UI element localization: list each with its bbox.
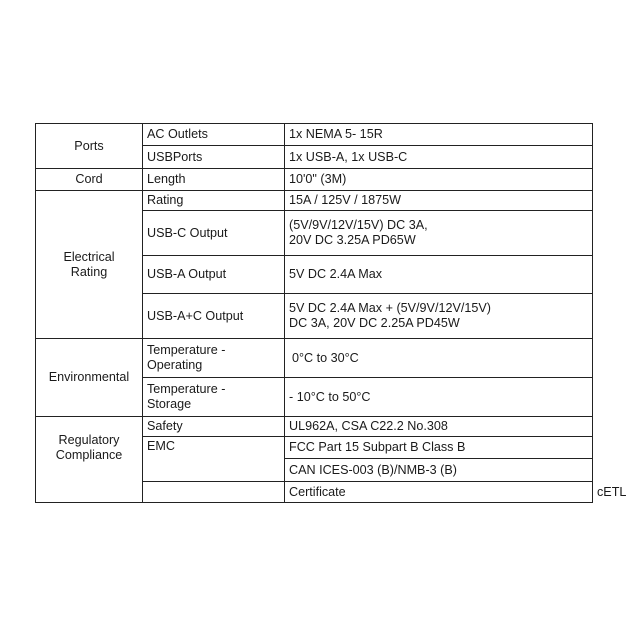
- param-emc: EMC: [143, 437, 285, 482]
- value-line1: (5V/9V/12V/15V) DC 3A,: [289, 218, 428, 232]
- category-label: Ports: [74, 138, 104, 153]
- category-empty: [143, 482, 285, 503]
- category-cord: Cord: [36, 169, 143, 191]
- value-usb-ports: 1x USB-A, 1x USB-C: [285, 146, 593, 169]
- param-safety: Safety: [143, 417, 285, 437]
- param-certificate: Certificate: [285, 482, 593, 503]
- param-usba-output: USB-A Output: [143, 256, 285, 294]
- value-line2: CAN ICES-003 (B)/NMB-3 (B): [289, 463, 457, 477]
- table-row: Certificate cETL: [36, 482, 593, 503]
- table-row: [36, 339, 593, 378]
- category-label-line2: Rating: [70, 264, 108, 279]
- value-safety: UL962A, CSA C22.2 No.308: [285, 417, 593, 437]
- param-temp-operating: [143, 339, 285, 378]
- param-usb-ports: USBPorts: [143, 146, 285, 169]
- value-rating: 15A / 125V / 1875W: [285, 191, 593, 211]
- param-line1: Temperature -: [147, 382, 226, 396]
- value-line1: FCC Part 15 Subpart B Class B: [285, 437, 592, 459]
- table-row: [36, 124, 593, 146]
- table-row: [36, 191, 593, 211]
- value-usbc-output: [285, 211, 593, 256]
- category-electrical-rating: [36, 191, 143, 339]
- category-ports: [36, 124, 143, 169]
- param-rating: Rating: [143, 191, 285, 211]
- param-usbc-output: USB-C Output: [143, 211, 285, 256]
- value-temp-storage: - 10°C to 50°C: [285, 378, 593, 417]
- param-ac-outlets: AC Outlets: [143, 124, 285, 146]
- value-emc: [285, 437, 593, 482]
- value-line2: 20V DC 3.25A PD65W: [289, 233, 416, 247]
- value-temp-operating: 0°C to 30°C: [285, 339, 593, 378]
- spec-table: [35, 123, 626, 503]
- value-ac-outlets: 1x NEMA 5- 15R: [285, 124, 593, 146]
- value-usbac-output: [285, 294, 593, 339]
- value-line1: 5V DC 2.4A Max + (5V/9V/12V/15V): [289, 301, 491, 315]
- param-line1: Temperature -: [147, 343, 226, 357]
- category-environmental: Environmental: [36, 339, 143, 417]
- value-line2: DC 3A, 20V DC 2.25A PD45W: [289, 316, 460, 330]
- value-length: 10'0" (3M): [285, 169, 593, 191]
- param-line2: Operating: [147, 358, 203, 372]
- table-row: [36, 169, 593, 191]
- param-line2: Storage: [147, 397, 192, 411]
- param-usbac-output: USB-A+C Output: [143, 294, 285, 339]
- value-usba-output: 5V DC 2.4A Max: [285, 256, 593, 294]
- param-temp-storage: [143, 378, 285, 417]
- param-length: Length: [143, 169, 285, 191]
- category-label-line2: Compliance: [55, 448, 123, 462]
- table-row: [36, 417, 593, 437]
- category-label-line1: Electrical: [63, 249, 115, 264]
- category-regulatory-compliance: [36, 417, 143, 503]
- category-label-line1: Regulatory: [58, 433, 120, 447]
